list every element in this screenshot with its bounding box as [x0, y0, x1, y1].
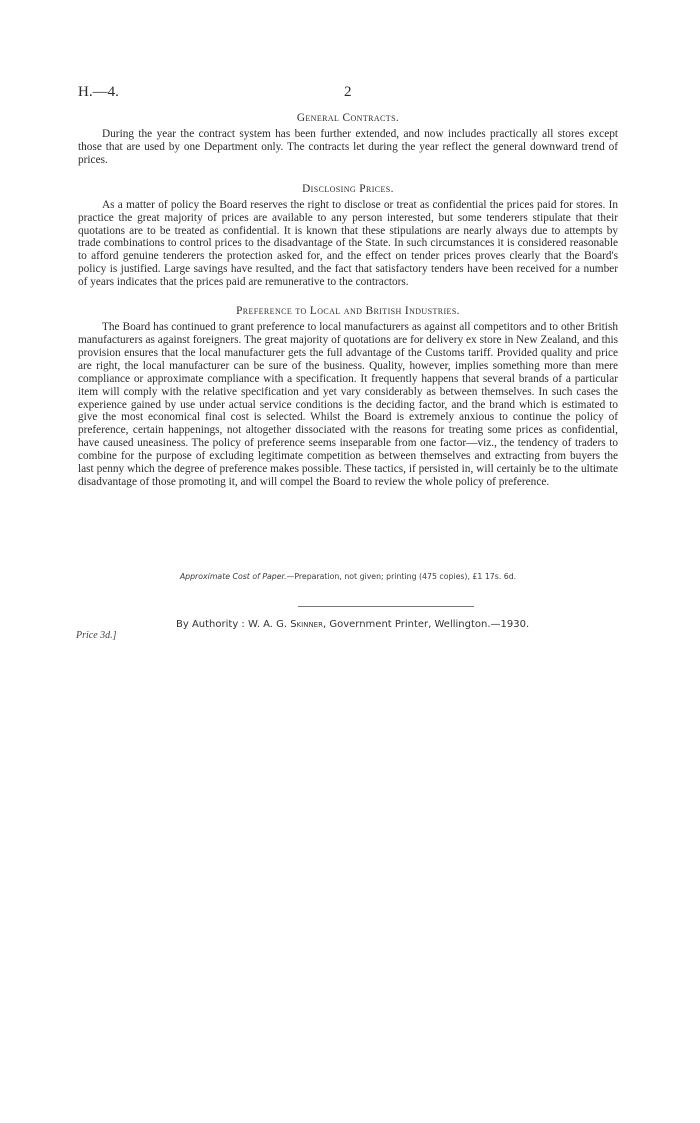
- cost-note-label: Approximate Cost of Paper.: [179, 572, 287, 581]
- printer-name: W. A. G. Skinner,: [247, 619, 327, 630]
- authority-suffix: Government Printer, Wellington.—1930.: [329, 619, 530, 630]
- section-general-contracts: [78, 111, 618, 167]
- authority-prefix: By Authority :: [176, 619, 245, 630]
- section-heading: Disclosing Prices.: [302, 182, 394, 195]
- divider-rule: [298, 606, 474, 607]
- cost-of-paper-note: [78, 572, 618, 581]
- price-note: Price 3d.]: [76, 630, 117, 641]
- printer-authority-line: [176, 619, 529, 630]
- section-preference: [78, 304, 618, 489]
- page-number: 2: [344, 84, 352, 100]
- section-heading: General Contracts.: [296, 112, 400, 124]
- page-header: [78, 84, 618, 104]
- section-paragraph: During the year the contract system has been further extended, and now includes practically all stores except those that are used by one Department only. The contracts let during the year reflect the general downward trend of prices.: [78, 128, 618, 166]
- section-paragraph: The Board has continued to grant preference to local manufacturers as against all competitors and to other British manufacturers as against foreigners. The great majority of quotations are for delivery ex store in New Zealand, and this provision ensures that the local manufacturer gets the full advantage of the Customs tariff. Provided quality and price are right, the local manufacturer can be sure of the business. Quality, however, implies something more than mere compliance or approximate compliance with a specification. It frequently happens that several brands of a particular item will comply with the relative specification and yet vary considerably as between themselves. In such cases the experience gained by use under actual service conditions is the deciding factor, and the brand which is estimated to give the most economical final cost is selected. Whilst the Board is extremely anxious to continue the policy of preference, certain happenings, not altogether dissociated with the reasons for treating some prices as confidential, have caused uneasiness. The policy of preference seems inseparable from one factor—viz., the tendency of traders to combine for the purpose of excluding legitimate competition as between themselves and extracting from buyers the last penny which the degree of preference makes possible. These tactics, if persisted in, will certainly be to the ultimate disadvantage of those promoting it, and will compel the Board to review the whole policy of preference.: [78, 321, 618, 488]
- cost-note-text: —Preparation, not given; printing (475 copies), £1 17s. 6d.: [286, 572, 517, 581]
- section-paragraph: As a matter of policy the Board reserves the right to disclose or treat as confidential the prices paid for stores. In practice the great majority of prices are available to any person interested, but some tenderers stipulate that their quotations are to be treated as confidential. It is known that these stipulations are nearly always due to attempts by trade combinations to control prices to the disadvantage of the State. In such circumstances it is considered reasonable to afford genuine tenderers the protection asked for, and the effect on tender prices proves clearly that the Board's policy is justified. Large savings have resulted, and the fact that satisfactory tenders have been received for a number of years indicates that the prices paid are remunerative to the contractors.: [78, 198, 618, 289]
- body-content: [78, 111, 618, 489]
- section-heading: Preference to Local and British Industries.: [236, 305, 460, 318]
- document-reference: H.—4.: [78, 84, 119, 100]
- section-disclosing-prices: [78, 182, 618, 289]
